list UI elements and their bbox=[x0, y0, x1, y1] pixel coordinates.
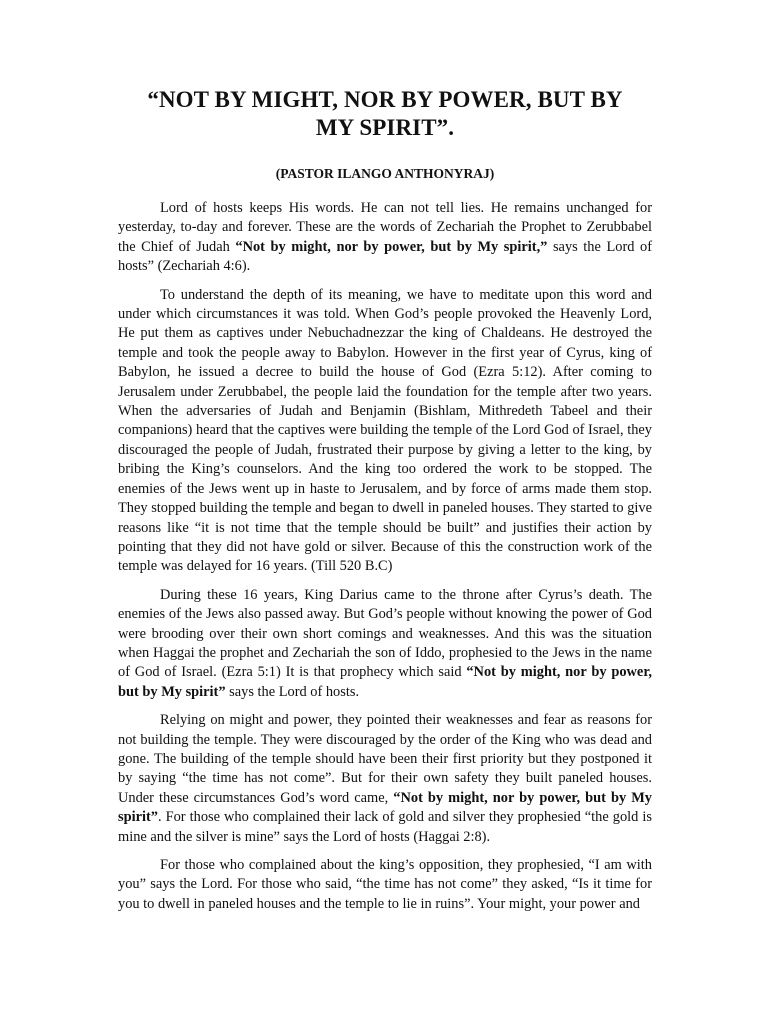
paragraph bbox=[118, 199, 652, 277]
paragraph bbox=[118, 711, 652, 847]
paragraph bbox=[118, 586, 652, 702]
body-text bbox=[118, 199, 652, 914]
title-line-2: MY SPIRIT”. bbox=[315, 115, 455, 140]
bold-quote: “Not by might, nor by power, but by My spirit” bbox=[118, 789, 652, 826]
text-segment: says the Lord of hosts” (Zechariah 4:6). bbox=[118, 238, 652, 275]
document-title bbox=[118, 86, 652, 142]
paragraph bbox=[118, 286, 652, 577]
text-segment: says the Lord of hosts. bbox=[225, 683, 360, 700]
paragraph bbox=[118, 856, 652, 914]
text-segment: During these 16 years, King Darius came to the throne after Cyrus’s death. The enemies of the Jews also passed away. But God’s people without knowing the power of God were brooding over their own short comings and weaknesses. And this was the situation when Haggai the prophet and Zechariah the son of Iddo, prophesied to the Jews in the name of God of Israel. (Ezra 5:1) It is that prophecy which said bbox=[118, 586, 652, 681]
title-line-1: “NOT BY MIGHT, NOR BY POWER, BUT BY bbox=[147, 87, 623, 112]
bold-quote: “Not by might, nor by power, but by My spirit” bbox=[118, 664, 652, 700]
text-segment: Lord of hosts keeps His words. He can not tell lies. He remains unchanged for yesterday, to-day and forever. These are the words of Zechariah the Prophet to Zerubbabel the Chief of Judah bbox=[118, 200, 652, 255]
author-line: (PASTOR ILANGO ANTHONYRAJ) bbox=[275, 166, 495, 181]
bold-quote: “Not by might, nor by power, but by My spirit,” bbox=[235, 238, 548, 255]
text-segment: . For those who complained their lack of gold and silver they prophesied “the gold is mine and the silver is mine” says the Lord of hosts (Haggai 2:8). bbox=[118, 809, 652, 845]
text-segment: Relying on might and power, they pointed their weaknesses and fear as reasons for not building the temple. They were discouraged by the order of the King who was dead and gone. The building of the temple should have been their first priority but they postponed it by saying “the time has not come”. But for their own safety they built paneled houses. Under these circumstances God’s word came, bbox=[118, 712, 652, 806]
text-segment: For those who complained about the king’s opposition, they prophesied, “I am with you” says the Lord. For those who said, “the time has not come” they asked, “Is it time for you to dwell in paneled houses and the temple to lie in ruins”. Your might, your power and bbox=[118, 857, 652, 912]
text-segment: To understand the depth of its meaning, we have to meditate upon this word and under which circumstances it was told. When God’s people provoked the Heavenly Lord, He put them as captives under Nebuchadnezzar the king of Chaldeans. He destroyed the temple and took the people away to Babylon. However in the first year of Cyrus, king of Babylon, he issued a decree to build the house of God (Ezra 5:12). After coming to Jerusalem under Zerubbabel, the people laid the foundation for the temple after two years. When the adversaries of Judah and Benjamin (Bishlam, Mithredeth Tabeel and their companions) heard that the captives were building the temple of the Lord God of Israel, they discouraged the people of Judah, frustrated their purpose by giving a letter to the king, by bribing the King’s counselors. And the king too ordered the work to be stopped. The enemies of the Jews went up in haste to Jerusalem, and by force of arms made them stop. They stopped building the temple and began to dwell in paneled houses. They started to give reasons like “it is not time that the temple should be built” and justifies their action by pointing that they did not have gold or silver. Because of this the construction work of the temple was delayed for 16 years. (Till 520 B.C) bbox=[118, 286, 652, 575]
